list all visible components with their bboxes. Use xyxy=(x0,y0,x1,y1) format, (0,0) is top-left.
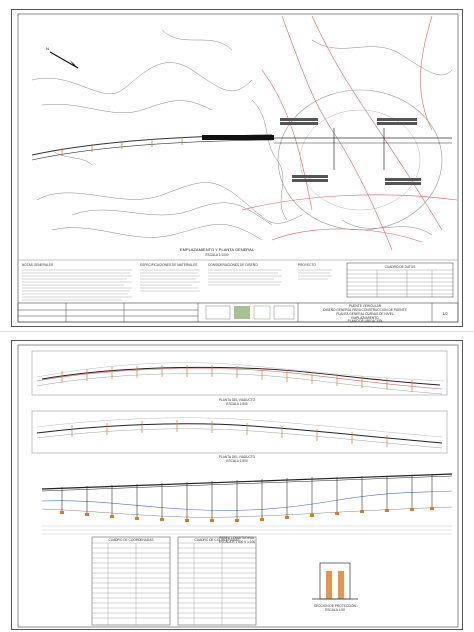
plan-2-title: PLANTA DEL VIADUCTO xyxy=(218,455,256,459)
viaduct-plan-2 xyxy=(32,411,447,453)
plan-subtitle: ESCALA 1:1000 xyxy=(205,253,229,257)
table-2-heading: CUADRO DE COORDENADAS xyxy=(194,538,240,542)
logo-1 xyxy=(206,306,230,319)
profile-subtitle: ESCALA H 1:500 V 1:100 xyxy=(218,540,256,544)
title-line-4: PLANO DE UBICACION xyxy=(347,319,383,323)
drawing-sheet-1 xyxy=(11,9,463,327)
plan-1-title: PLANTA DEL VIADUCTO xyxy=(218,398,256,402)
detail-subtitle: ESCALA 1:50 xyxy=(325,608,345,612)
profile-title: PERFIL LONGITUDINAL xyxy=(219,536,255,540)
notes4-heading: PROYECTO xyxy=(298,263,316,267)
viaduct-plan-1 xyxy=(32,351,447,395)
interchange-ring xyxy=(278,90,442,230)
title-line-3: EMPLAZAMIENTO xyxy=(351,316,379,320)
notes-heading: NOTAS GENERALES xyxy=(22,263,54,267)
logo-3 xyxy=(254,306,270,319)
sheet-number: 1/2 xyxy=(442,311,448,316)
notes2-heading: ESPECIFICACIONES DE MATERIALES xyxy=(140,263,198,267)
logo-4 xyxy=(274,306,294,319)
data-table xyxy=(347,263,453,297)
north-arrow-icon xyxy=(50,52,78,68)
coordinate-table-2 xyxy=(178,537,256,625)
title-block xyxy=(18,303,458,323)
title-line-2: PLANTA GENERAL CURVAS DE NIVEL xyxy=(336,312,394,316)
notes3-heading: CONSIDERACIONES DE DISEÑO xyxy=(208,263,258,267)
road-alignment-lines xyxy=(242,16,457,250)
plan-2-subtitle: ESCALA 1:500 xyxy=(226,459,248,463)
drawing-sheet-2 xyxy=(11,340,463,630)
sheet-1-drawing xyxy=(12,10,463,327)
title-project: PUENTE VEHICULAR xyxy=(348,304,382,308)
plan-title: EMPLAZAMIENTO Y PLANTA GENERAL xyxy=(179,247,255,252)
plan-1-subtitle: ESCALA 1:500 xyxy=(226,402,248,406)
logo-2 xyxy=(234,306,250,319)
detail-title: SECCION DE PROTECCION xyxy=(314,604,356,608)
north-label: N xyxy=(46,46,49,51)
bridge-deck xyxy=(202,135,274,140)
title-line-1: DISEÑO GENERAL PARA CONSTRUCCION DE PUENTE xyxy=(323,308,407,312)
data-table-heading: CUADRO DE DATOS xyxy=(384,265,416,269)
main-alignment xyxy=(32,135,274,160)
page-separator xyxy=(0,331,474,332)
protection-section-detail xyxy=(312,563,358,599)
longitudinal-profile xyxy=(42,474,452,534)
coordinate-table-1 xyxy=(92,537,170,625)
sheet-2-drawing xyxy=(12,341,463,630)
table-1-heading: CUADRO DE COORDENADAS xyxy=(108,538,154,542)
